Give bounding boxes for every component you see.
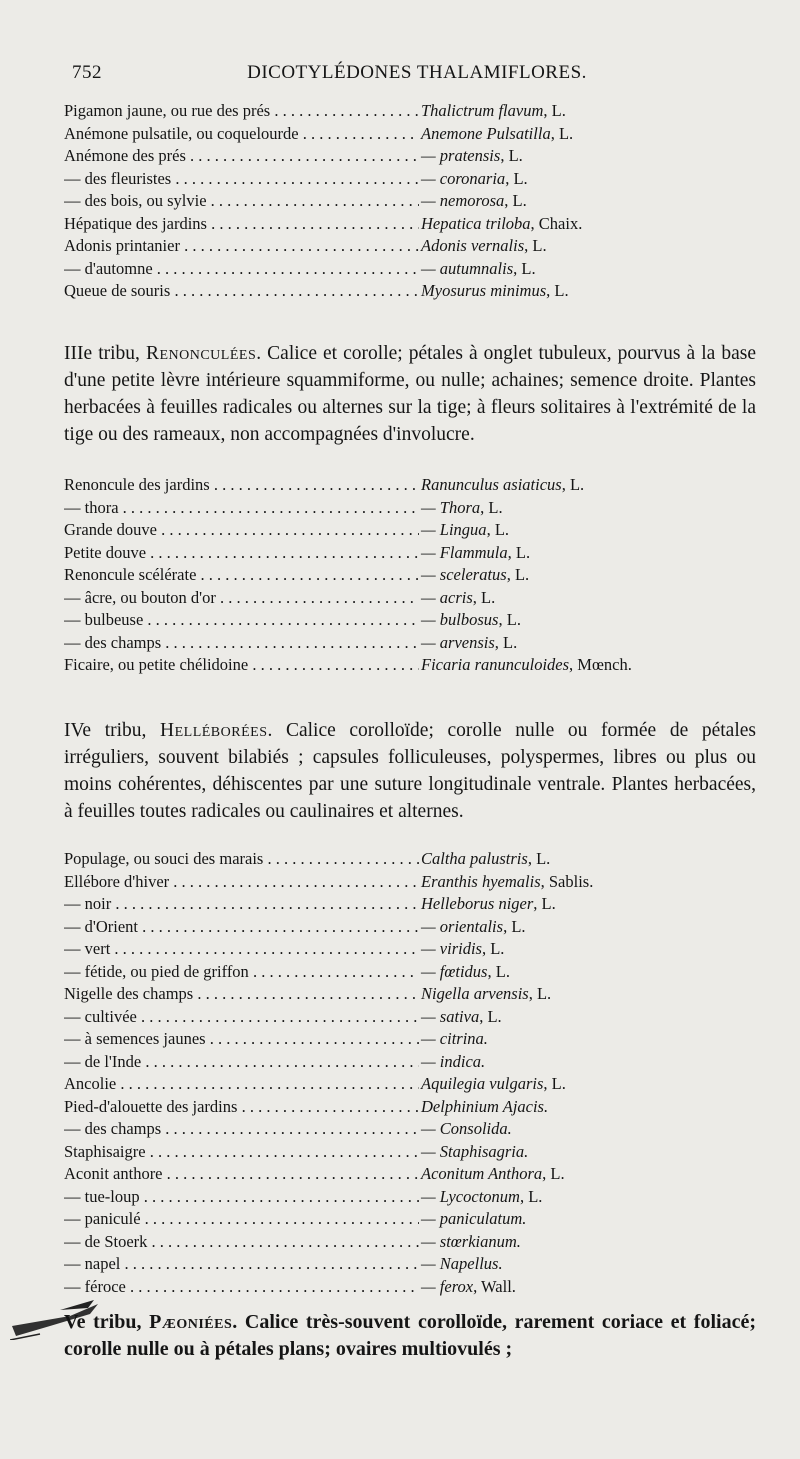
tribe-paragraph-paeoniees [64, 1309, 756, 1363]
common-name: Petite douve . . . [64, 542, 419, 565]
scientific-name-cell [419, 848, 550, 871]
scientific-name: Ranunculus asiaticus [421, 475, 562, 494]
common-name: — âcre, ou bouton d'or . . . [64, 587, 419, 610]
scientific-name-cell [419, 609, 521, 632]
common-name: — bulbeuse . . . [64, 609, 419, 632]
scientific-name-cell [419, 1276, 516, 1299]
scientific-name-cell [419, 654, 632, 677]
scientific-name: Helleborus niger [421, 894, 534, 913]
scientific-name-cell [419, 474, 584, 497]
author-abbreviation: , L. [507, 542, 531, 562]
common-name: — vert . . . [64, 938, 419, 961]
species-row [64, 280, 764, 303]
tribe-lead: Ve tribu, [64, 1311, 150, 1333]
scientific-name: Nigella arvensis [421, 984, 529, 1003]
scientific-name-cell [419, 632, 517, 655]
common-name: Anémone des prés . . . [64, 145, 419, 168]
common-name: — d'Orient . . . [64, 916, 419, 939]
common-name: Ancolie . . . [64, 1073, 419, 1096]
scientific-name-cell [419, 168, 528, 191]
species-row [64, 1051, 764, 1074]
scientific-name-cell [419, 1118, 512, 1141]
scientific-name-cell [419, 938, 504, 961]
scientific-name-cell [419, 258, 536, 281]
species-row [64, 1276, 764, 1299]
species-row [64, 145, 764, 168]
species-list-anemonees [64, 100, 764, 303]
scientific-name: — Staphisagria. [421, 1141, 529, 1161]
scientific-name: — autumnalis [421, 258, 514, 278]
scientific-name: — citrina. [421, 1029, 488, 1048]
scientific-name: — arvensis [421, 632, 495, 652]
species-row [64, 609, 764, 632]
common-name: Populage, ou souci des marais . . . [64, 848, 419, 871]
common-name: — à semences jaunes . . . [64, 1028, 419, 1051]
species-row [64, 519, 764, 542]
scientific-name-cell [419, 1073, 566, 1096]
author-abbreviation: , L. [542, 1164, 565, 1183]
species-row [64, 1141, 764, 1164]
scientific-name: Eranthis hyemalis [421, 871, 541, 891]
author-abbreviation: , L. [550, 123, 574, 143]
species-row [64, 871, 764, 894]
species-row [64, 1006, 764, 1029]
scientific-name-cell [419, 1208, 526, 1231]
tribe-description: . Calice très-souvent corolloïde, rarement coriace et foliacé; corolle nulle ou à pétales plans; ovaires multiovulés ; [64, 1311, 756, 1360]
species-row [64, 1118, 764, 1141]
scientific-name: — coronaria [421, 168, 506, 188]
scientific-name: — paniculatum. [421, 1209, 527, 1228]
tribe-description: . Calice et corolle; pétales à onglet tubuleux, pourvus à la base d'une petite lèvre intérieure squammiforme, ou nulle; achaines; semence droite. Plantes herbacées à feuilles radicales ou alternes sur la tige; à fleurs solitaires à l'extrémité de la tige ou des rameaux, non accompagnées d'involucre. [64, 342, 756, 445]
scientific-name-cell [419, 1253, 503, 1276]
common-name: — des fleuristes . . . [64, 168, 419, 191]
common-name: Anémone pulsatile, ou coquelourde . . . [64, 123, 419, 146]
author-abbreviation: , L. [506, 565, 530, 584]
species-row [64, 123, 764, 146]
scientific-name-cell [419, 587, 495, 610]
common-name: — des champs . . . [64, 1118, 419, 1141]
species-row [64, 258, 764, 281]
scientific-name-cell [419, 564, 529, 587]
author-abbreviation: , L. [505, 168, 528, 188]
scientific-name: Ficaria ranunculoides [421, 655, 570, 674]
scientific-name: Adonis vernalis [421, 236, 525, 255]
scientific-name: — pratensis [421, 146, 501, 165]
author-abbreviation: , L. [486, 520, 510, 539]
common-name: Ficaire, ou petite chélidoine . . . [64, 654, 419, 677]
author-abbreviation: , L. [543, 1074, 566, 1093]
scientific-name-cell [419, 1163, 565, 1186]
scientific-name-cell [419, 497, 503, 520]
scientific-name-cell [419, 871, 593, 894]
scientific-name-cell [419, 1096, 548, 1119]
scientific-name: Hepatica triloba [421, 213, 531, 233]
author-abbreviation: , L. [524, 236, 547, 255]
species-row [64, 983, 764, 1006]
tribe-name: Pæoniées [149, 1311, 233, 1333]
species-row [64, 1231, 764, 1254]
author-abbreviation: , L. [494, 632, 518, 652]
scientific-name: — fœtidus [421, 961, 488, 981]
common-name: — napel . . . [64, 1253, 419, 1276]
scientific-name: — ferox [421, 1276, 474, 1296]
common-name: Hépatique des jardins . . . [64, 213, 419, 236]
common-name: — des champs . . . [64, 632, 419, 655]
common-name: — d'automne . . . [64, 258, 419, 281]
scientific-name: — Consolida. [421, 1119, 512, 1138]
author-abbreviation: , L. [561, 475, 585, 494]
species-row [64, 916, 764, 939]
page-header [72, 62, 762, 88]
species-row [64, 848, 764, 871]
scientific-name-cell [419, 542, 530, 565]
common-name: Adonis printanier . . . [64, 235, 419, 258]
scientific-name: — Lycoctonum [421, 1186, 520, 1206]
species-row [64, 1028, 764, 1051]
author-abbreviation: , L. [481, 939, 505, 958]
species-row [64, 100, 764, 123]
author-abbreviation: , L. [472, 587, 496, 607]
species-row [64, 587, 764, 610]
tribe-paragraph-helleborees [64, 717, 756, 825]
species-row [64, 893, 764, 916]
common-name: — de l'Inde . . . [64, 1051, 419, 1074]
common-name: Pied-d'alouette des jardins . . . [64, 1096, 419, 1119]
author-abbreviation: , L. [513, 258, 536, 278]
author-abbreviation: , L. [519, 1186, 543, 1206]
species-row [64, 632, 764, 655]
scientific-name: — sativa [421, 1006, 480, 1026]
scientific-name-cell [419, 983, 551, 1006]
common-name: — de Stoerk . . . [64, 1231, 419, 1254]
species-row [64, 961, 764, 984]
author-abbreviation: , L. [504, 191, 527, 210]
page-number: 752 [72, 62, 102, 83]
species-row [64, 1163, 764, 1186]
scientific-name: — sceleratus [421, 565, 507, 584]
scientific-name-cell [419, 145, 523, 168]
scientific-name: — Lingua [421, 520, 487, 539]
scientific-name: Anemone Pulsatilla [421, 123, 551, 143]
common-name: — fétide, ou pied de griffon . . . [64, 961, 419, 984]
author-abbreviation: , L. [543, 101, 566, 120]
common-name: Ellébore d'hiver . . . [64, 871, 419, 894]
scientific-name: — stœrkianum. [421, 1231, 521, 1251]
scientific-name: — viridis [421, 939, 482, 958]
species-row [64, 938, 764, 961]
tribe-description: . Calice corolloïde; corolle nulle ou formée de pétales irréguliers, souvent bilabiés ; capsules folliculeuses, polyspermes, libres ou plus ou moins cohérentes, déhiscentes par une suture longitudinale ventrale. Plantes herbacées, à feuilles toutes radicales ou caulinaires et alternes. [64, 719, 756, 822]
author-abbreviation: , L. [527, 849, 551, 868]
scientific-name-cell [419, 213, 582, 236]
scientific-name: Caltha palustris [421, 849, 528, 868]
scientific-name-cell [419, 519, 509, 542]
common-name: Renoncule des jardins . . . [64, 474, 419, 497]
scientific-name: — Thora [421, 497, 481, 517]
common-name: — paniculé . . . [64, 1208, 419, 1231]
author-abbreviation: , L. [500, 146, 523, 165]
species-row [64, 564, 764, 587]
common-name: Renoncule scélérate . . . [64, 564, 419, 587]
scientific-name-cell [419, 916, 526, 939]
scientific-name-cell [419, 1006, 502, 1029]
author-abbreviation: , Wall. [473, 1276, 516, 1296]
common-name: Pigamon jaune, ou rue des prés . . . [64, 100, 419, 123]
scientific-name-cell [419, 235, 547, 258]
common-name: Nigelle des champs . . . [64, 983, 419, 1006]
author-abbreviation: , L. [487, 961, 510, 981]
species-row [64, 497, 764, 520]
species-row [64, 190, 764, 213]
author-abbreviation: , L. [498, 610, 521, 629]
scientific-name: — nemorosa [421, 191, 505, 210]
scientific-name: — Flammula [421, 542, 508, 562]
common-name: — tue-loup . . . [64, 1186, 419, 1209]
scientific-name: Thalictrum flavum [421, 101, 544, 120]
tribe-lead: IVe tribu, [64, 719, 161, 741]
author-abbreviation: , Mœnch. [569, 655, 632, 674]
common-name: — noir . . . [64, 893, 419, 916]
ink-blot-mark [10, 1296, 100, 1340]
species-row [64, 654, 764, 677]
author-abbreviation: , L. [480, 497, 503, 517]
scientific-name: — indica. [421, 1051, 486, 1071]
species-row [64, 542, 764, 565]
species-row [64, 1208, 764, 1231]
scientific-name-cell [419, 961, 510, 984]
scientific-name: Aconitum Anthora [421, 1164, 543, 1183]
tribe-name: Helléborées [160, 719, 268, 741]
species-row [64, 1186, 764, 1209]
scientific-name: — Napellus. [421, 1254, 503, 1273]
species-row [64, 1253, 764, 1276]
scientific-name-cell [419, 100, 566, 123]
scientific-name: Delphinium Ajacis. [421, 1096, 549, 1116]
common-name: — cultivée . . . [64, 1006, 419, 1029]
scientific-name-cell [419, 1231, 521, 1254]
author-abbreviation: , L. [503, 916, 526, 936]
species-row [64, 1073, 764, 1096]
scientific-name-cell [419, 123, 573, 146]
scientific-name-cell [419, 1051, 485, 1074]
species-list-renonculees [64, 474, 764, 677]
scientific-name-cell [419, 1028, 488, 1051]
common-name: Grande douve . . . [64, 519, 419, 542]
author-abbreviation: , L. [546, 281, 569, 300]
common-name: Aconit anthore . . . [64, 1163, 419, 1186]
scientific-name: — acris [421, 587, 473, 607]
scientific-name-cell [419, 280, 569, 303]
author-abbreviation: , L. [479, 1006, 502, 1026]
scientific-name: Myosurus minimus [421, 281, 547, 300]
scientific-name: — orientalis [421, 916, 504, 936]
common-name: — féroce . . . [64, 1276, 419, 1299]
scientific-name: — bulbosus [421, 610, 499, 629]
scientific-name: Aquilegia vulgaris [421, 1074, 544, 1093]
species-row [64, 235, 764, 258]
common-name: — thora . . . [64, 497, 419, 520]
author-abbreviation: , L. [528, 984, 552, 1003]
common-name: Staphisaigre . . . [64, 1141, 419, 1164]
common-name: — des bois, ou sylvie . . . [64, 190, 419, 213]
scientific-name-cell [419, 1141, 528, 1164]
species-row [64, 168, 764, 191]
scientific-name-cell [419, 1186, 542, 1209]
tribe-name: Renonculées [145, 342, 257, 364]
tribe-paragraph-renonculees [64, 340, 756, 448]
species-row [64, 474, 764, 497]
running-title: DICOTYLÉDONES THALAMIFLORES. [247, 62, 587, 83]
tribe-lead: IIIe tribu, [64, 342, 146, 364]
scientific-name-cell [419, 190, 527, 213]
common-name: Queue de souris . . . [64, 280, 419, 303]
scientific-name-cell [419, 893, 556, 916]
author-abbreviation: , L. [533, 894, 556, 913]
species-list-helleborees [64, 848, 764, 1298]
species-row [64, 213, 764, 236]
author-abbreviation: , Sablis. [540, 871, 594, 891]
author-abbreviation: , Chaix. [530, 213, 583, 233]
species-row [64, 1096, 764, 1119]
